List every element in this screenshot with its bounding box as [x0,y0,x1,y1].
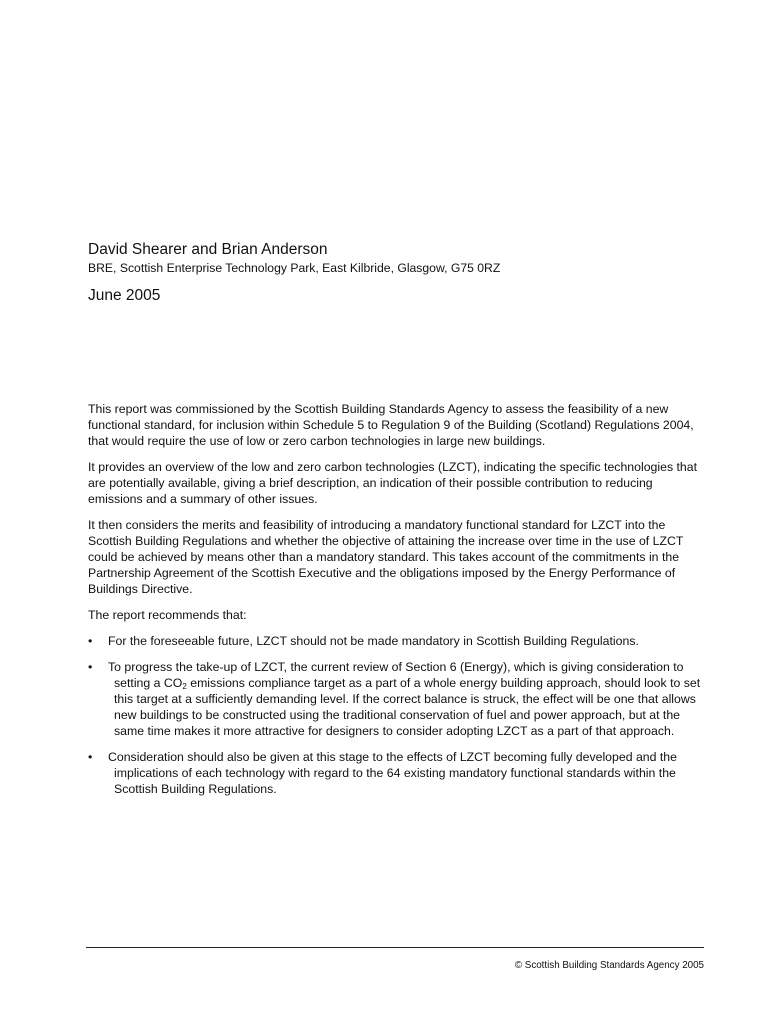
footer-copyright: © Scottish Building Standards Agency 2005 [514,960,704,971]
recommendation-text: For the foreseeable future, LZCT should not be made mandatory in Scottish Building Regulations. [108,634,639,648]
summary-paragraph: This report was commissioned by the Scottish Building Standards Agency to assess the feasibility of a new functional standard, for inclusion within Schedule 5 to Regulation 9 of the Building (Scotland) Regulations 2004, that would require the use of low or zero carbon technologies in large new buildings. [88,402,694,448]
recommendation-item [88,659,708,739]
summary-paragraph: It provides an overview of the low and zero carbon technologies (LZCT), indicating the specific technologies that are potentially available, giving a brief description, an indication of their possible contribution to reducing emissions and a summary of other issues. [88,460,698,506]
recommendation-item [88,749,708,797]
authors-heading: David Shearer and Brian Anderson [88,241,328,258]
author-affiliation: BRE, Scottish Enterprise Technology Park, East Kilbride, Glasgow, G75 0RZ [88,261,501,275]
recommendation-item [88,633,708,649]
summary-body [88,401,708,807]
publication-date: June 2005 [88,287,161,304]
bullet-icon: • [88,634,93,648]
summary-paragraph: It then considers the merits and feasibility of introducing a mandatory functional standard for LZCT into the Scottish Building Regulations and whether the objective of attaining the increase over time in the use of LZCT could be achieved by means other than a mandatory standard. This takes account of the commitments in the Partnership Agreement of the Scottish Executive and the obligations imposed by the Energy Performance of Buildings Directive. [88,518,684,596]
bullet-icon: • [88,660,93,674]
recommendation-text: Consideration should also be given at this stage to the effects of LZCT becoming fully developed and the implications of each technology with regard to the 64 existing mandatory functional standards within the Scottish Building Regulations. [108,750,677,796]
recommendation-text-end: emissions compliance target as a part of a whole energy building approach, should look to set this target at a sufficiently demanding level. If the correct balance is struck, the effect will be one that allows new buildings to be constructed using the traditional conservation of fuel and power approach, but at the same time makes it more attractive for designers to consider adopting LZCT as a part of that approach. [114,676,701,738]
bullet-icon: • [88,750,93,764]
footer-divider [86,947,704,948]
recommendations-list [88,633,708,797]
recommendation-text-start: To progress the take-up of LZCT, the current review of Section 6 (Energy), which is giving consideration to setting a CO [108,660,684,690]
recommendations-intro: The report recommends that: [88,608,247,622]
co2-subscript: 2 [182,682,187,691]
